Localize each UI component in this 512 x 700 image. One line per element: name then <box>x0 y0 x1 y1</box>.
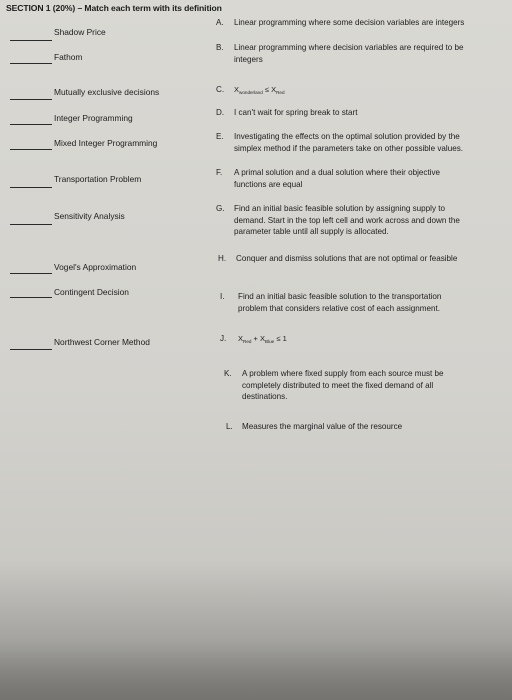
definition-letter: G. <box>216 204 225 213</box>
term-sensitivity-analysis: Sensitivity Analysis <box>54 211 125 221</box>
definition-text: demand. Start in the top left cell and work across and down the <box>234 215 460 225</box>
definition-letter: A. <box>216 18 224 27</box>
definition-letter: B. <box>216 43 224 52</box>
term-transportation-problem: Transportation Problem <box>54 174 142 184</box>
answer-blank[interactable] <box>10 349 52 350</box>
definition-j <box>220 333 420 348</box>
term-northwest-corner-method: Northwest Corner Method <box>54 337 150 347</box>
answer-blank[interactable] <box>10 224 52 225</box>
math-subscript: wonderland <box>239 90 263 95</box>
math-constant: 1 <box>282 334 287 343</box>
definition-text: I can't wait for spring break to start <box>234 108 358 117</box>
definition-text: Investigating the effects on the optimal solution provided by the <box>234 132 460 141</box>
math-constraint-c <box>216 84 416 99</box>
definition-text: Conquer and dismiss solutions that are not optimal or feasible <box>236 254 458 263</box>
term-contingent-decision: Contingent Decision <box>54 287 129 297</box>
definition-f <box>216 167 508 190</box>
math-variable: X <box>271 85 277 94</box>
definition-letter: C. <box>216 85 225 94</box>
math-variable: X <box>238 334 244 343</box>
definition-text: parameter table until all supply is allocated. <box>234 227 389 236</box>
definition-h <box>218 253 510 265</box>
definition-letter: J. <box>220 334 227 343</box>
definition-text: integers <box>234 54 263 64</box>
term-mixed-integer-programming: Mixed Integer Programming <box>54 138 158 148</box>
definition-letter: K. <box>224 369 232 378</box>
math-constraint-j <box>220 333 420 348</box>
definition-text: Find an initial basic feasible solution to the transportation <box>238 292 442 301</box>
term-fathom: Fathom <box>54 52 83 62</box>
definition-text: completely distributed to meet the fixed demand of all <box>242 380 434 390</box>
definition-letter: F. <box>216 168 223 177</box>
page-shadow <box>0 640 512 700</box>
definition-k <box>224 368 510 403</box>
definition-b <box>216 42 508 65</box>
definition-text: simplex method if the parameters take on other possible values. <box>234 143 463 153</box>
definition-text: problem that considers relative cost of each assignment. <box>238 303 440 313</box>
definition-e <box>216 131 510 154</box>
math-subscript: Blue <box>265 339 275 344</box>
answer-blank[interactable] <box>10 40 52 41</box>
math-subscript: Red <box>276 90 285 95</box>
answer-blank[interactable] <box>10 99 52 100</box>
math-subscript: Red <box>243 339 252 344</box>
section-heading: SECTION 1 (20%) – Match each term with its definition <box>6 3 222 13</box>
answer-blank[interactable] <box>10 297 52 298</box>
answer-blank[interactable] <box>10 187 52 188</box>
answer-blank[interactable] <box>10 149 52 150</box>
term-mutually-exclusive: Mutually exclusive decisions <box>54 87 160 97</box>
math-variable: X <box>234 85 240 94</box>
definition-text: destinations. <box>242 392 288 401</box>
definition-letter: L. <box>226 422 233 431</box>
term-integer-programming: Integer Programming <box>54 113 133 123</box>
term-vogels-approximation: Vogel's Approximation <box>54 262 137 272</box>
definition-text: Linear programming where some decision variables are integers <box>234 18 465 27</box>
term-shadow-price: Shadow Price <box>54 27 106 37</box>
definition-l <box>226 421 510 433</box>
definition-g <box>216 203 510 238</box>
answer-blank[interactable] <box>10 273 52 274</box>
definition-d <box>216 107 506 119</box>
math-operator: + <box>253 334 258 343</box>
math-operator: ≤ <box>276 334 281 343</box>
definition-text: functions are equal <box>234 179 303 189</box>
definition-letter: H. <box>218 254 227 263</box>
definition-c <box>216 84 416 99</box>
definition-letter: D. <box>216 108 225 117</box>
definition-text: Measures the marginal value of the resource <box>242 422 403 431</box>
definition-text: A primal solution and a dual solution where their objective <box>234 168 441 177</box>
definition-a <box>216 17 506 29</box>
answer-blank[interactable] <box>10 63 52 64</box>
definition-text: Find an initial basic feasible solution by assigning supply to <box>234 204 446 213</box>
definition-i <box>220 291 510 314</box>
definition-letter: E. <box>216 132 224 141</box>
answer-blank[interactable] <box>10 124 52 125</box>
definition-letter: I. <box>220 292 225 301</box>
math-variable: X <box>260 334 266 343</box>
math-operator: ≤ <box>264 85 269 94</box>
definition-text: Linear programming where decision variables are required to be <box>234 43 464 52</box>
definition-text: A problem where fixed supply from each source must be <box>242 369 444 378</box>
